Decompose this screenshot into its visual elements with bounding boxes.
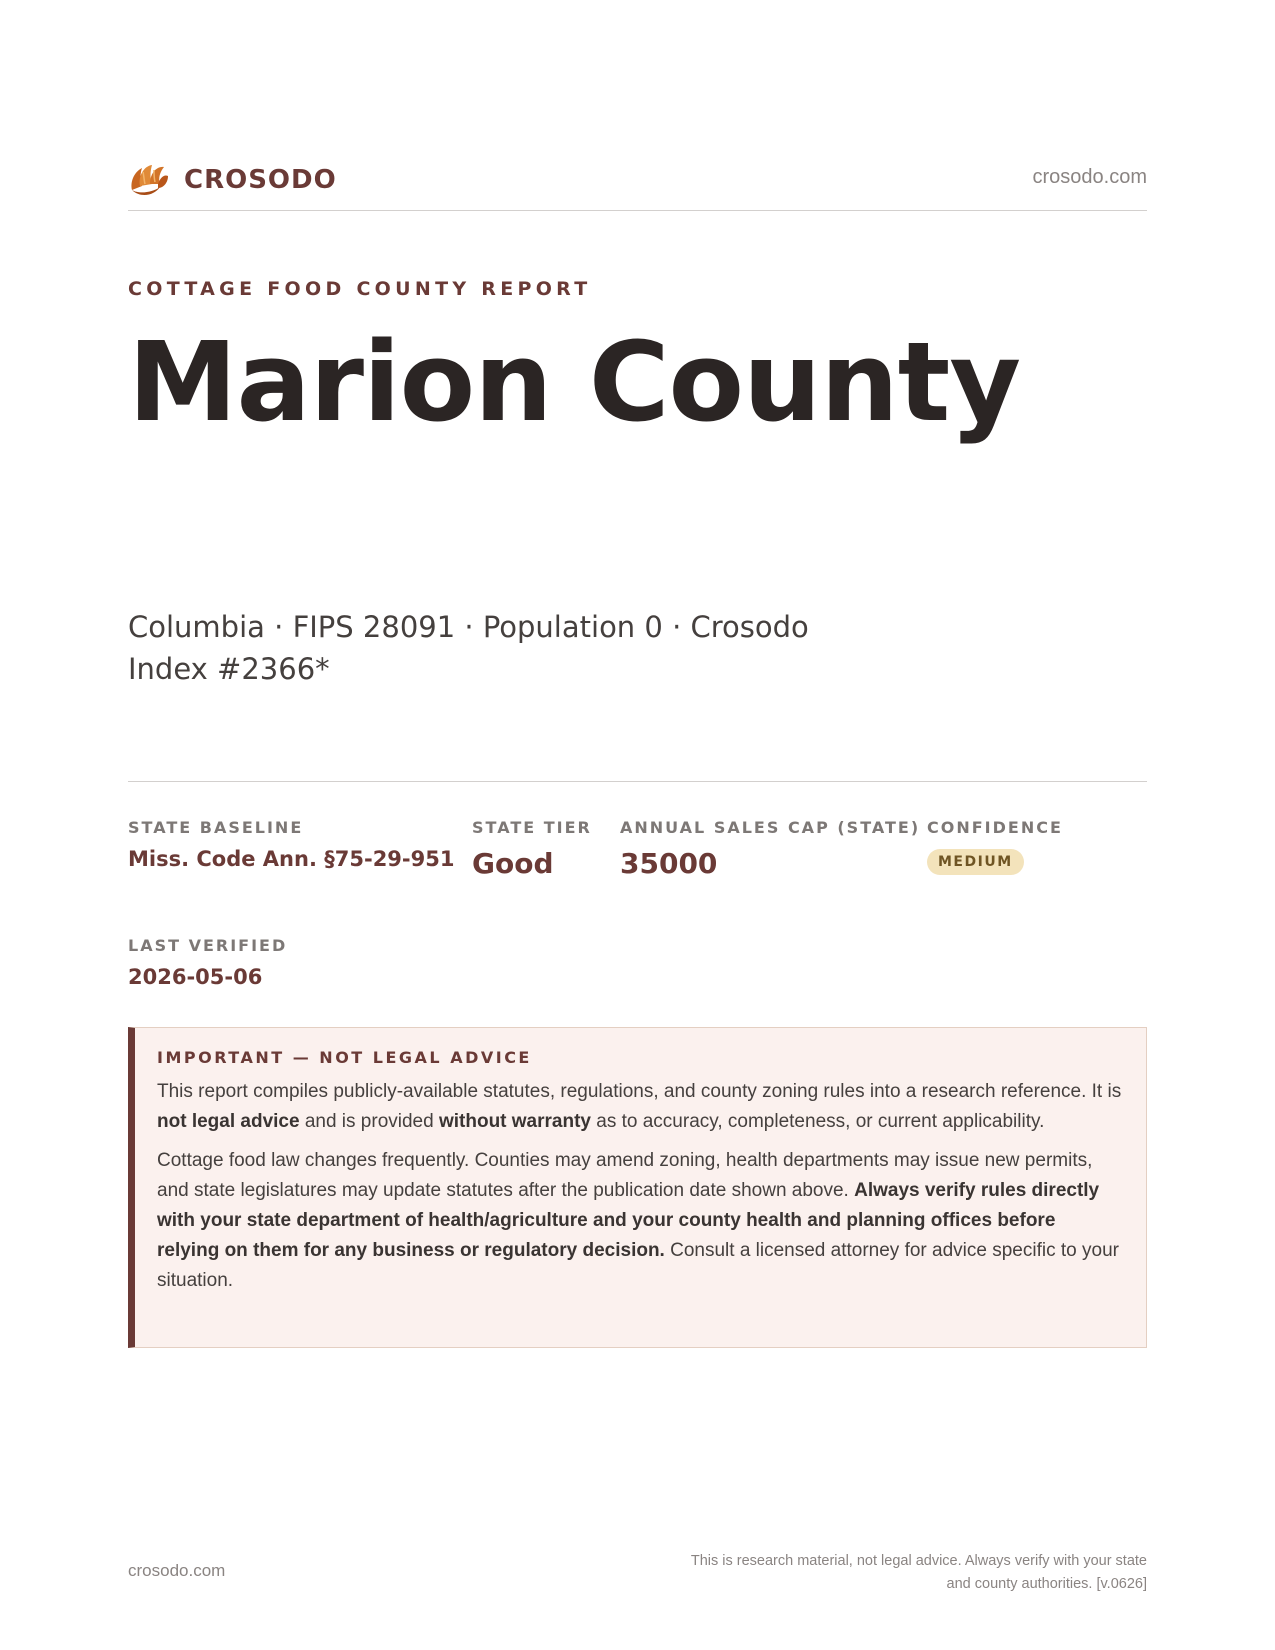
brand-name: CROSODO [184,165,337,195]
footer-disclaimer [587,1550,1147,1596]
notice-text: as to accuracy, completeness, or current applicability. [590,1111,1045,1132]
legal-notice [128,1027,1147,1348]
page-header [128,150,1147,211]
notice-text: Consult a licensed attorney for advice specific to your situation. [157,1240,1119,1291]
stat-value: Good [472,847,554,880]
notice-emphasis: not legal advice [157,1111,300,1132]
report-subtitle: Columbia · FIPS 28091 · Population 0 · Crosodo Index #2366* [128,610,809,686]
stat-value: 2026-05-06 [128,965,263,989]
stat-confidence [927,818,1063,875]
stat-label: LAST VERIFIED [128,936,288,955]
stat-last-verified [128,936,287,989]
stat-state-tier [472,818,592,880]
notice-title: IMPORTANT — NOT LEGAL ADVICE [157,1048,532,1067]
footer-disclaimer-line: This is research material, not legal advice. Always verify with your state [690,1553,1147,1569]
report-page [128,0,1147,1650]
stat-label: STATE TIER [472,818,592,837]
page-title: Marion County [128,318,1021,446]
stat-sales-cap [620,818,920,880]
notice-paragraph-2 [157,1146,1122,1296]
site-link[interactable]: crosodo.com [1032,166,1147,188]
stat-state-baseline [128,818,454,871]
notice-paragraph-1 [157,1077,1122,1137]
notice-emphasis: without warranty [438,1111,591,1132]
confidence-badge: MEDIUM [927,849,1024,875]
stat-label: STATE BASELINE [128,818,304,837]
divider [128,781,1147,782]
croissant-icon [128,160,170,200]
footer-site-link[interactable]: crosodo.com [128,1561,226,1580]
stat-value: Miss. Code Ann. §75-29-951 [128,847,455,871]
brand [128,160,337,200]
report-eyebrow: COTTAGE FOOD COUNTY REPORT [128,278,592,300]
notice-text: This report compiles publicly-available statutes, regulations, and county zoning rules into a research reference. It is [157,1081,1122,1102]
footer-disclaimer-line: and county authorities. [v.0626] [946,1576,1147,1592]
stat-value: 35000 [620,847,718,880]
stat-label: ANNUAL SALES CAP (STATE) [620,818,921,837]
notice-text: Cottage food law changes frequently. Counties may amend zoning, health departments may issue new permits, and state legislatures may update statutes after the publication date shown above. [157,1150,1093,1201]
notice-emphasis: Always verify rules directly with your state department of health/agriculture and your county health and planning offices before relying on them for any business or regulatory decision. [157,1180,1100,1261]
stat-label: CONFIDENCE [927,818,1063,837]
notice-text: and is provided [299,1111,439,1132]
